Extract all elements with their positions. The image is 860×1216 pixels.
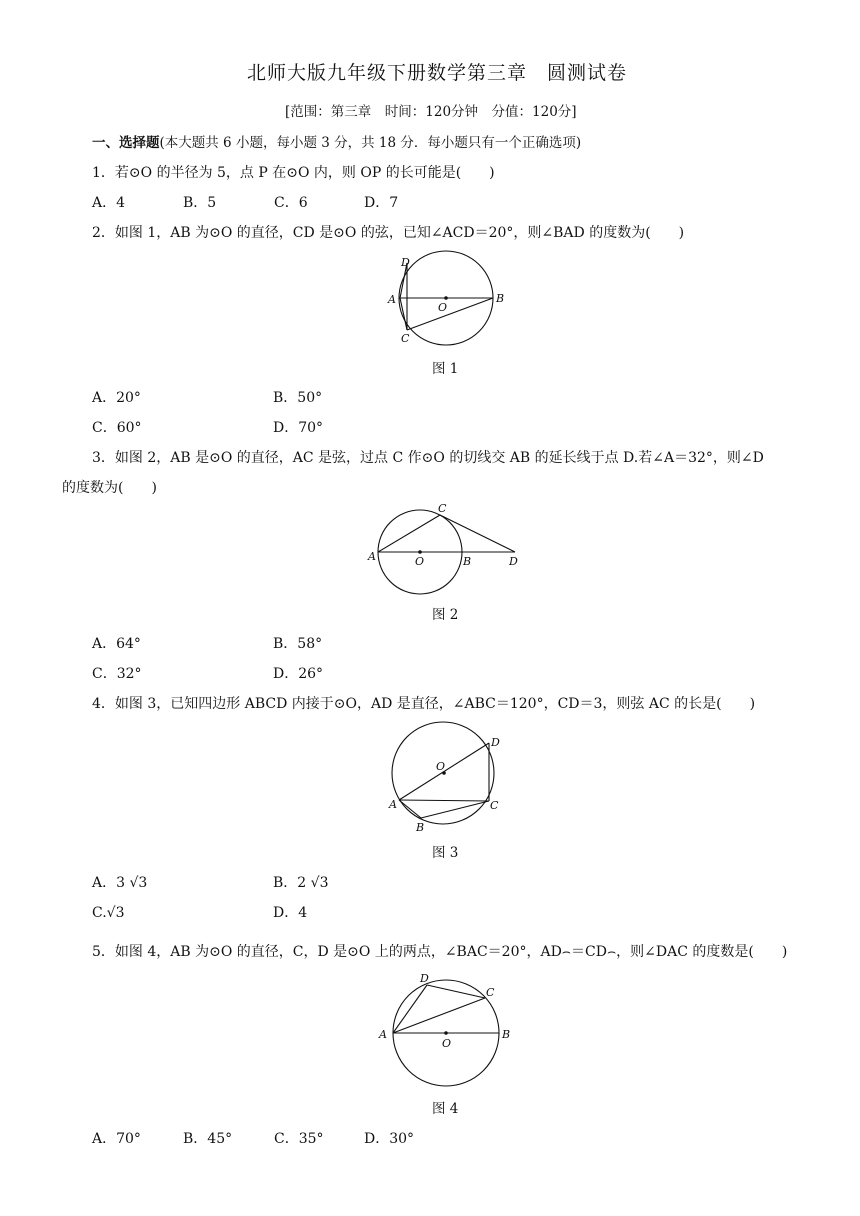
figure-2-caption: 图 2 bbox=[432, 607, 459, 623]
section-note: (本大题共 6 小题，每小题 3 分，共 18 分．每小题只有一个正确选项) bbox=[159, 135, 582, 151]
figure-1-diagram bbox=[380, 246, 510, 350]
section-heading bbox=[92, 134, 581, 152]
fig4-label-o: O bbox=[442, 1037, 452, 1050]
fig4-label-c: C bbox=[486, 986, 495, 999]
question-4-stem: 4．如图 3，已知四边形 ABCD 内接于⊙O，AD 是直径，∠ABC＝120°，CD＝3，则弦 AC 的长是( ) bbox=[92, 696, 756, 712]
exam-info: [范围：第三章 时间：120分钟 分值：120分] bbox=[285, 104, 577, 120]
fig4-label-b: B bbox=[502, 1028, 511, 1041]
fig4-chord-ad bbox=[393, 985, 427, 1033]
q5-option-b: B．45° bbox=[183, 1131, 233, 1147]
fig1-label-a: A bbox=[388, 293, 396, 306]
fig3-label-a: A bbox=[389, 798, 397, 811]
fig1-label-b: B bbox=[496, 292, 505, 305]
section-title: 一、选择题 bbox=[92, 135, 160, 151]
q2-option-c: C．60° bbox=[92, 420, 142, 436]
fig1-label-d: D bbox=[401, 256, 410, 269]
q5-option-c: C．35° bbox=[274, 1131, 324, 1147]
figure-3-diagram bbox=[385, 722, 510, 841]
q5-option-a: A．70° bbox=[92, 1131, 141, 1147]
fig4-chord-ac bbox=[393, 998, 485, 1033]
fig2-label-a: A bbox=[368, 550, 376, 563]
q1-option-c: C．6 bbox=[274, 195, 308, 211]
q4-option-a: A．3 √3 bbox=[92, 875, 148, 891]
q2-option-a: A．20° bbox=[92, 390, 141, 406]
page-title: 北师大版九年级下册数学第三章 圆测试卷 bbox=[247, 62, 628, 84]
fig3-segment-ab bbox=[399, 800, 421, 818]
fig1-label-o: O bbox=[438, 301, 448, 314]
q1-option-b: B．5 bbox=[183, 195, 217, 211]
fig2-label-b: B bbox=[463, 555, 472, 568]
q2-option-d: D．70° bbox=[273, 420, 324, 436]
q4-option-b: B．2 √3 bbox=[273, 875, 329, 891]
q4-option-c: C.√3 bbox=[92, 905, 125, 921]
q1-option-a: A．4 bbox=[92, 195, 126, 211]
fig3-chord-ac bbox=[399, 800, 489, 801]
figure-2-diagram bbox=[365, 500, 535, 579]
fig3-label-o: O bbox=[436, 760, 446, 773]
figure-4-diagram bbox=[375, 972, 515, 1096]
question-1-stem: 1．若⊙O 的半径为 5，点 P 在⊙O 内，则 OP 的长可能是( ) bbox=[92, 165, 495, 181]
fig4-chord-dc bbox=[427, 985, 485, 998]
q3-option-c: C．32° bbox=[92, 666, 142, 682]
question-3-stem-line-1: 3．如图 2，AB 是⊙O 的直径，AC 是弦，过点 C 作⊙O 的切线交 AB 的延长线于点 D.若∠A＝32°，则∠D bbox=[92, 450, 764, 466]
q3-option-b: B．58° bbox=[273, 636, 323, 652]
fig4-center-dot bbox=[444, 1031, 448, 1035]
fig2-label-d: D bbox=[509, 555, 518, 568]
fig2-center-dot bbox=[418, 550, 422, 554]
figure-1-caption: 图 1 bbox=[432, 361, 459, 377]
q4-option-d: D．4 bbox=[273, 905, 308, 921]
q3-option-a: A．64° bbox=[92, 636, 141, 652]
q5-option-d: D．30° bbox=[364, 1131, 415, 1147]
fig1-segment-ac bbox=[400, 298, 407, 330]
fig2-chord-ac bbox=[378, 515, 440, 552]
fig3-label-b: B bbox=[416, 821, 425, 834]
fig1-label-c: C bbox=[401, 332, 410, 345]
q1-option-d: D．7 bbox=[364, 195, 399, 211]
fig3-label-c: C bbox=[490, 799, 499, 812]
question-2-stem: 2．如图 1，AB 为⊙O 的直径，CD 是⊙O 的弦，已知∠ACD＝20°，则∠BAD 的度数为( ) bbox=[92, 225, 685, 241]
fig2-label-o: O bbox=[415, 555, 425, 568]
fig1-segment-cb bbox=[407, 298, 493, 330]
fig4-label-d: D bbox=[420, 972, 429, 985]
figure-3-caption: 图 3 bbox=[432, 845, 459, 861]
q3-option-d: D．26° bbox=[273, 666, 324, 682]
fig2-tangent-cd bbox=[440, 515, 515, 552]
question-5-stem: 5．如图 4，AB 为⊙O 的直径，C，D 是⊙O 上的两点，∠BAC＝20°，AD⌢＝CD⌢，则∠DAC 的度数是( ) bbox=[92, 944, 788, 960]
question-3-stem-line-2: 的度数为( ) bbox=[62, 480, 157, 496]
q2-option-b: B．50° bbox=[273, 390, 323, 406]
figure-4-caption: 图 4 bbox=[432, 1101, 459, 1117]
fig3-label-d: D bbox=[491, 736, 500, 749]
fig2-label-c: C bbox=[438, 502, 447, 515]
fig4-label-a: A bbox=[379, 1028, 387, 1041]
fig1-center-dot bbox=[444, 296, 448, 300]
